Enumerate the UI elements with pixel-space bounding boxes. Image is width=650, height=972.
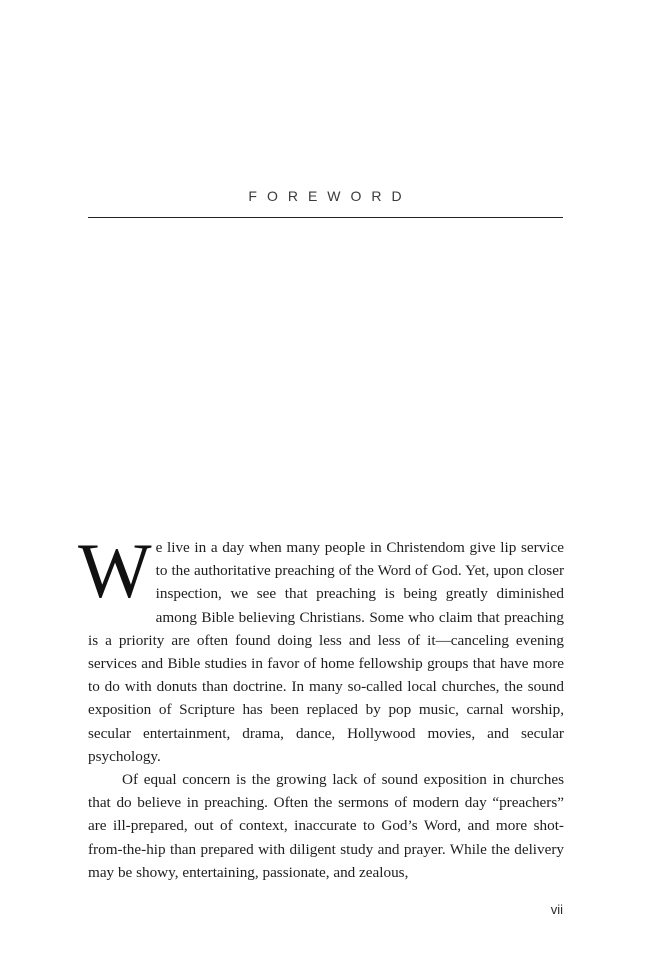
chapter-heading: FOREWORD: [248, 188, 412, 204]
paragraph-1-text: e live in a day when many people in Christendom give lip service to the authoritative preaching of the Word of God. Yet, upon closer inspection, we see that preaching is being greatly diminished among Bible believing Christians. Some who claim that preaching is a priority are often found doing less and less of it—canceling evening services and Bible studies in favor of home fellowship groups that have more to do with donuts than doctrine. In many so-called local churches, the sound exposition of Scripture has been replaced by pop music, carnal worship, secular entertainment, drama, dance, Hollywood movies, and secular psychology.: [88, 539, 564, 765]
heading-rule: [88, 217, 563, 218]
paragraph-1: [78, 527, 564, 768]
drop-cap: W: [78, 527, 152, 614]
paragraph-2: Of equal concern is the growing lack of sound exposition in churches that do believe in preaching. Often the sermons of modern day “preachers” are ill-prepared, out of context, inaccurate to God’s Word, and more shot-from-the-hip than prepared with diligent study and prayer. While the delivery may be showy, entertaining, passionate, and zealous,: [88, 771, 564, 881]
page-number: vii: [550, 902, 563, 917]
body-text: [78, 527, 564, 884]
